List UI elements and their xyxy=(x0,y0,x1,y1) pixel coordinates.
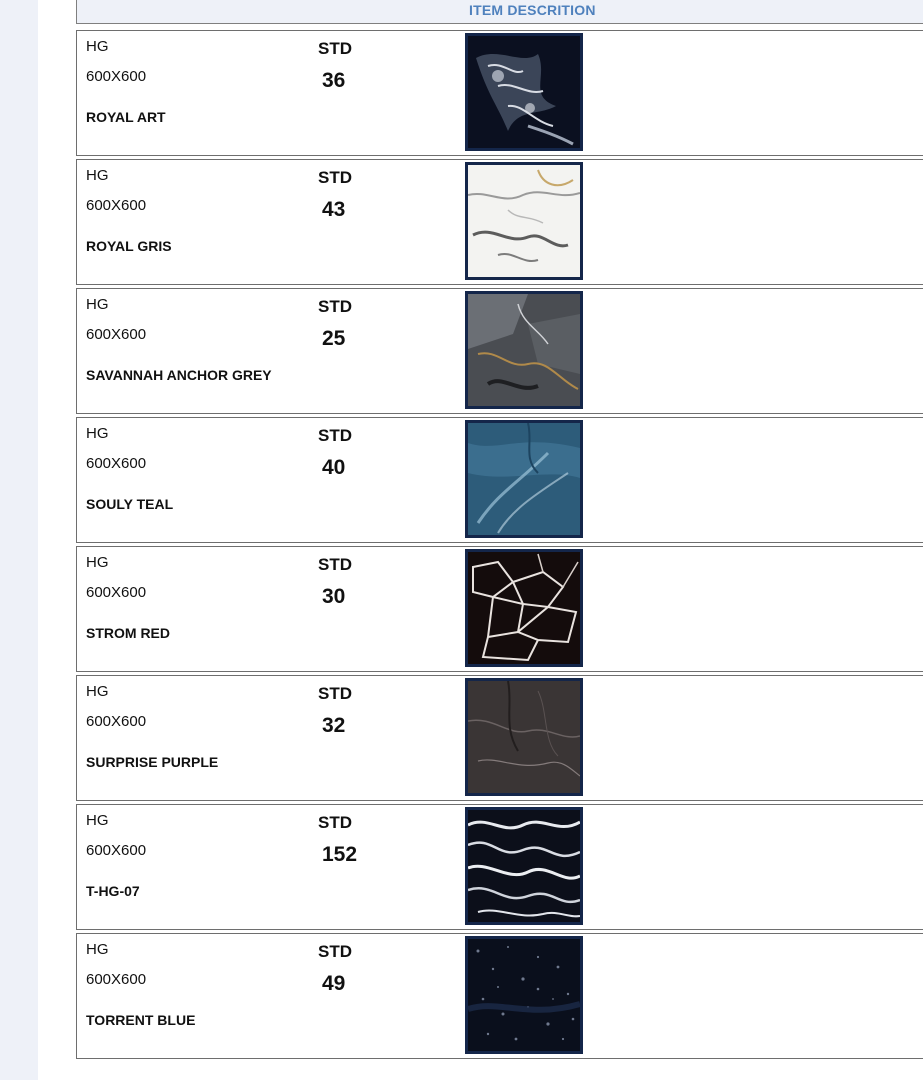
item-category: HG xyxy=(86,425,109,442)
item-table xyxy=(76,30,923,1062)
item-grade: STD xyxy=(318,555,352,574)
item-size: 600X600 xyxy=(86,68,147,85)
tile-image-royal-gris xyxy=(465,162,583,280)
item-grade: STD xyxy=(318,39,352,58)
item-category: HG xyxy=(86,812,109,829)
item-row-souly-teal xyxy=(76,417,923,543)
item-row-savannah-anchor-grey xyxy=(76,288,923,414)
item-size: 600X600 xyxy=(86,713,147,730)
tile-image-surprise-purple xyxy=(465,678,583,796)
item-size: 600X600 xyxy=(86,197,147,214)
item-quantity: 152 xyxy=(322,843,358,866)
item-quantity: 40 xyxy=(322,456,346,479)
item-name: ROYAL ART xyxy=(86,109,166,125)
page-margin xyxy=(0,0,38,1080)
item-name: SOULY TEAL xyxy=(86,496,174,512)
item-row-royal-gris xyxy=(76,159,923,285)
item-quantity: 49 xyxy=(322,972,346,995)
item-quantity: 30 xyxy=(322,585,346,608)
item-category: HG xyxy=(86,683,109,700)
item-quantity: 32 xyxy=(322,714,346,737)
item-quantity: 36 xyxy=(322,69,346,92)
item-row-t-hg-07 xyxy=(76,804,923,930)
item-size: 600X600 xyxy=(86,455,147,472)
item-size: 600X600 xyxy=(86,971,147,988)
item-quantity: 25 xyxy=(322,327,346,350)
item-category: HG xyxy=(86,554,109,571)
item-name: TORRENT BLUE xyxy=(86,1012,196,1028)
item-row-torrent-blue xyxy=(76,933,923,1059)
item-size: 600X600 xyxy=(86,842,147,859)
item-category: HG xyxy=(86,296,109,313)
tile-image-royal-art xyxy=(465,33,583,151)
item-category: HG xyxy=(86,167,109,184)
item-grade: STD xyxy=(318,684,352,703)
tile-image-souly-teal xyxy=(465,420,583,538)
tile-image-t-hg-07 xyxy=(465,807,583,925)
item-category: HG xyxy=(86,38,109,55)
item-name: SURPRISE PURPLE xyxy=(86,754,219,770)
item-name: SAVANNAH ANCHOR GREY xyxy=(86,367,272,383)
item-name: STROM RED xyxy=(86,625,170,641)
item-row-strom-red xyxy=(76,546,923,672)
tile-image-strom-red xyxy=(465,549,583,667)
item-name: T-HG-07 xyxy=(86,883,140,899)
item-grade: STD xyxy=(318,942,352,961)
item-grade: STD xyxy=(318,813,352,832)
header-title: ITEM DESCRITION xyxy=(469,2,596,18)
item-row-surprise-purple xyxy=(76,675,923,801)
item-grade: STD xyxy=(318,168,352,187)
item-category: HG xyxy=(86,941,109,958)
item-row-royal-art xyxy=(76,30,923,156)
item-grade: STD xyxy=(318,426,352,445)
item-name: ROYAL GRIS xyxy=(86,238,172,254)
tile-image-savannah-anchor-grey xyxy=(465,291,583,409)
item-quantity: 43 xyxy=(322,198,346,221)
item-grade: STD xyxy=(318,297,352,316)
table-header xyxy=(76,0,923,24)
item-size: 600X600 xyxy=(86,584,147,601)
item-size: 600X600 xyxy=(86,326,147,343)
tile-image-torrent-blue xyxy=(465,936,583,1054)
